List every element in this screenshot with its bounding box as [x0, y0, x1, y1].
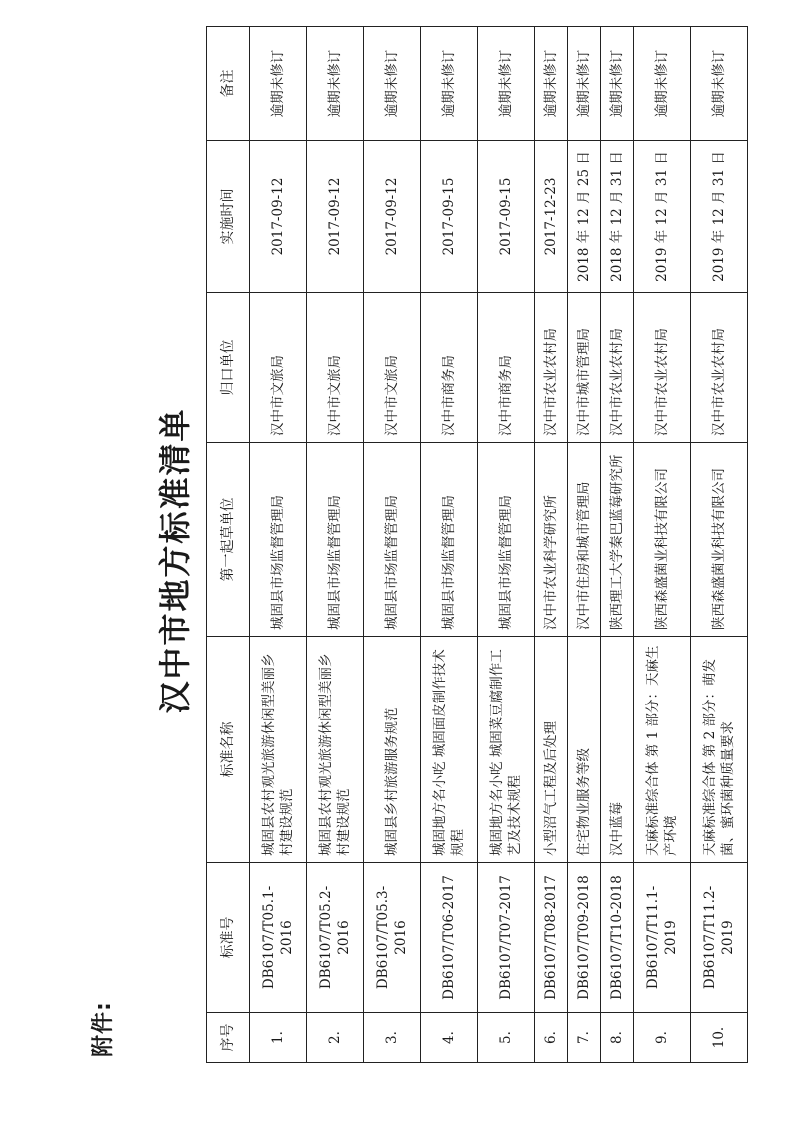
- table-row: [600, 27, 633, 1063]
- cell-drafter: 汉中市农业科学研究所: [534, 443, 567, 637]
- cell-unit: 汉中市农业农村局: [534, 293, 567, 443]
- header-name: 标准名称: [207, 637, 250, 863]
- cell-code: DB6107/T10-2018: [600, 863, 633, 1013]
- header-unit: 归口单位: [207, 293, 250, 443]
- header-seq: 序号: [207, 1013, 250, 1063]
- cell-code: DB6107/T09-2018: [567, 863, 600, 1013]
- cell-note: 逾期未修订: [250, 27, 307, 141]
- cell-name: 小型沼气工程及后处理: [534, 637, 567, 863]
- cell-unit: 汉中市文旅局: [306, 293, 363, 443]
- cell-date: 2018 年 12 月 25 日: [567, 141, 600, 293]
- cell-code: DB6107/T06-2017: [420, 863, 477, 1013]
- cell-date: 2019 年 12 月 31 日: [690, 141, 747, 293]
- cell-name: 城固地方名小吃 城固面皮制作技术规程: [420, 637, 477, 863]
- cell-note: 逾期未修订: [690, 27, 747, 141]
- table-row: [534, 27, 567, 1063]
- cell-unit: 汉中市城市管理局: [567, 293, 600, 443]
- header-note: 备注: [207, 27, 250, 141]
- cell-note: 逾期未修订: [306, 27, 363, 141]
- cell-name: 城固县乡村旅游服务规范: [363, 637, 420, 863]
- cell-note: 逾期未修订: [420, 27, 477, 141]
- cell-code: DB6107/T11.1-2019: [633, 863, 690, 1013]
- cell-note: 逾期未修订: [600, 27, 633, 141]
- cell-code: DB6107/T05.1-2016: [250, 863, 307, 1013]
- cell-seq: 8.: [600, 1013, 633, 1063]
- header-code: 标准号: [207, 863, 250, 1013]
- cell-unit: 汉中市农业农村局: [600, 293, 633, 443]
- cell-name: 天麻标准综合体 第 2 部分：萌发菌、蜜环菌种质量要求: [690, 637, 747, 863]
- cell-date: 2017-12-23: [534, 141, 567, 293]
- cell-unit: 汉中市商务局: [477, 293, 534, 443]
- cell-drafter: 城固县市场监督管理局: [363, 443, 420, 637]
- cell-drafter: 陕西森盛菌业科技有限公司: [633, 443, 690, 637]
- cell-seq: 7.: [567, 1013, 600, 1063]
- cell-unit: 汉中市农业农村局: [690, 293, 747, 443]
- cell-code: DB6107/T05.2-2016: [306, 863, 363, 1013]
- cell-drafter: 城固县市场监督管理局: [420, 443, 477, 637]
- cell-name: 城固县农村观光旅游休闲型美丽乡村建设规范: [250, 637, 307, 863]
- cell-name: 城固地方名小吃 城固菜豆腐制作工艺及技术规程: [477, 637, 534, 863]
- page-title: 汉中市地方标准清单: [156, 407, 194, 714]
- cell-date: 2018 年 12 月 31 日: [600, 141, 633, 293]
- table-row: [363, 27, 420, 1063]
- cell-name: 汉中蓝莓: [600, 637, 633, 863]
- cell-date: 2017-09-12: [250, 141, 307, 293]
- cell-drafter: 陕西森盛菌业科技有限公司: [690, 443, 747, 637]
- cell-note: 逾期未修订: [567, 27, 600, 141]
- cell-code: DB6107/T07-2017: [477, 863, 534, 1013]
- cell-seq: 9.: [633, 1013, 690, 1063]
- cell-seq: 10.: [690, 1013, 747, 1063]
- cell-date: 2017-09-12: [363, 141, 420, 293]
- cell-seq: 3.: [363, 1013, 420, 1063]
- table-header-row: [207, 27, 250, 1063]
- cell-code: DB6107/T11.2-2019: [690, 863, 747, 1013]
- table-row: [250, 27, 307, 1063]
- cell-drafter: 城固县市场监督管理局: [306, 443, 363, 637]
- cell-note: 逾期未修订: [534, 27, 567, 141]
- header-drafter: 第一起草单位: [207, 443, 250, 637]
- cell-unit: 汉中市文旅局: [250, 293, 307, 443]
- cell-seq: 4.: [420, 1013, 477, 1063]
- cell-name: 住宅物业服务等级: [567, 637, 600, 863]
- cell-seq: 1.: [250, 1013, 307, 1063]
- attachment-label: 附件:: [91, 1001, 116, 1057]
- cell-date: 2019 年 12 月 31 日: [633, 141, 690, 293]
- table-row: [690, 27, 747, 1063]
- cell-unit: 汉中市文旅局: [363, 293, 420, 443]
- table-row: [477, 27, 534, 1063]
- cell-seq: 6.: [534, 1013, 567, 1063]
- table-row: [633, 27, 690, 1063]
- cell-date: 2017-09-15: [420, 141, 477, 293]
- cell-note: 逾期未修订: [477, 27, 534, 141]
- cell-date: 2017-09-15: [477, 141, 534, 293]
- cell-unit: 汉中市农业农村局: [633, 293, 690, 443]
- cell-drafter: 汉中市住房和城市管理局: [567, 443, 600, 637]
- cell-note: 逾期未修订: [633, 27, 690, 141]
- table-row: [420, 27, 477, 1063]
- cell-seq: 2.: [306, 1013, 363, 1063]
- cell-name: 城固县农村观光旅游休闲型美丽乡村建设规范: [306, 637, 363, 863]
- cell-note: 逾期未修订: [363, 27, 420, 141]
- cell-drafter: 城固县市场监督管理局: [250, 443, 307, 637]
- standards-table: [206, 26, 748, 1063]
- cell-code: DB6107/T08-2017: [534, 863, 567, 1013]
- cell-unit: 汉中市商务局: [420, 293, 477, 443]
- cell-drafter: 陕西理工大学秦巴蓝莓研究所: [600, 443, 633, 637]
- cell-seq: 5.: [477, 1013, 534, 1063]
- header-date: 实施时间: [207, 141, 250, 293]
- table-row: [306, 27, 363, 1063]
- cell-date: 2017-09-12: [306, 141, 363, 293]
- cell-name: 天麻标准综合体 第 1 部分：天麻生产环境: [633, 637, 690, 863]
- table-row: [567, 27, 600, 1063]
- cell-code: DB6107/T05.3-2016: [363, 863, 420, 1013]
- cell-drafter: 城固县市场监督管理局: [477, 443, 534, 637]
